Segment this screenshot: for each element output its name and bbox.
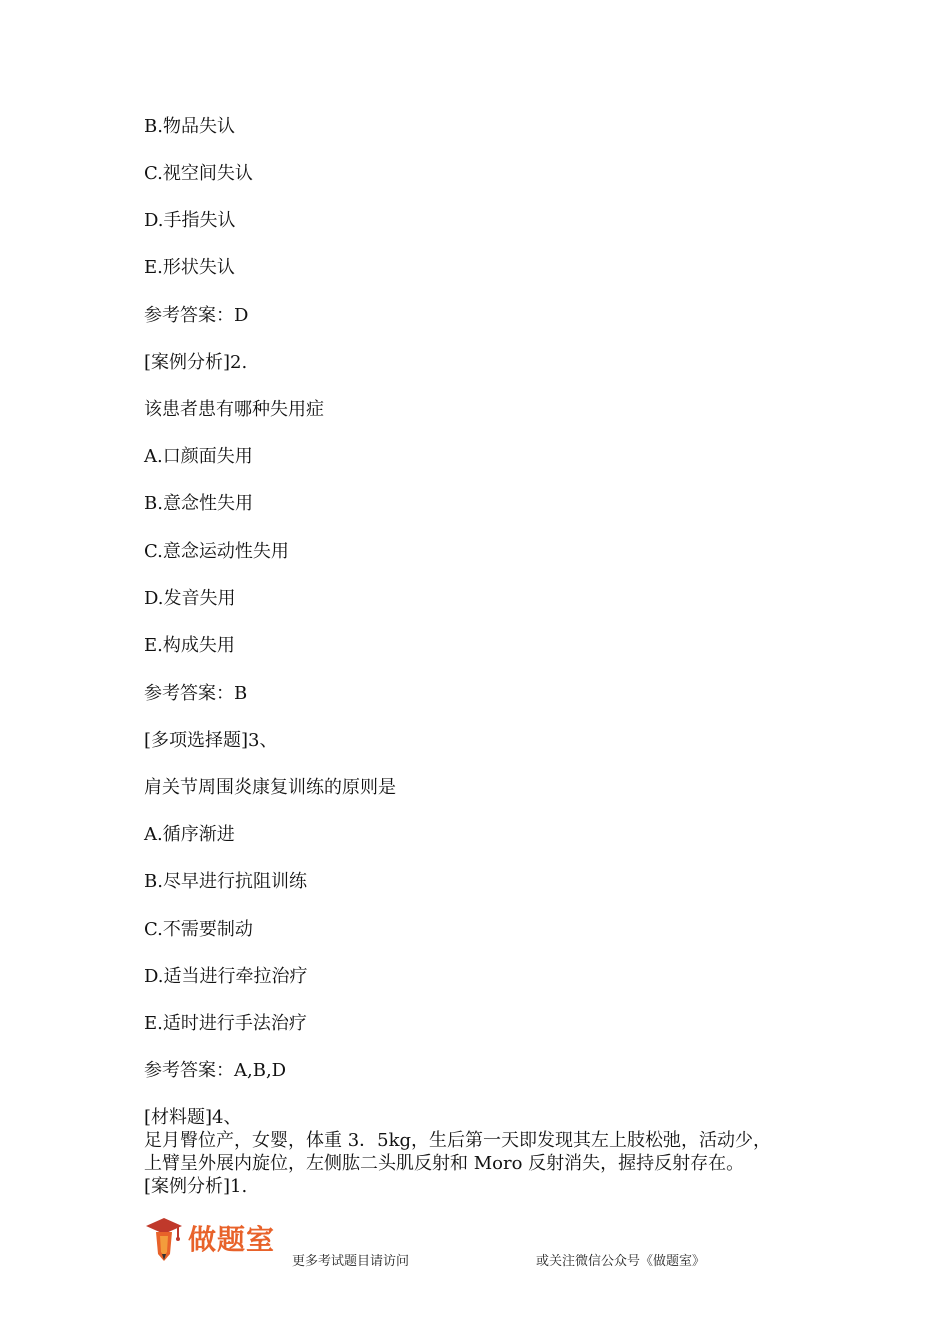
option-e-shape-agnosia: E.形状失认: [144, 257, 235, 278]
q2-option-d: D.发音失用: [144, 588, 236, 609]
logo-text: 做题室: [188, 1223, 276, 1256]
material-question-block: [144, 1106, 824, 1198]
graduation-cap-pencil-icon: [144, 1214, 184, 1262]
footer-visit-text: 更多考试题目请访问: [292, 1254, 410, 1269]
material-text-line-1: 足月臀位产，女婴，体重 3．5kg，生后第一天即发现其左上肢松弛，活动少，: [144, 1130, 772, 1151]
q2-option-b: B.意念性失用: [144, 493, 253, 514]
q3-option-b: B.尽早进行抗阻训练: [144, 871, 307, 892]
q3-option-e: E.适时进行手法治疗: [144, 1013, 307, 1034]
reference-answer-2: 参考答案：B: [144, 683, 248, 704]
material-heading: [材料题]4、: [144, 1107, 242, 1128]
case-analysis-1-label: [案例分析]1.: [144, 1176, 248, 1197]
question-2-stem: 该患者患有哪种失用症: [144, 399, 324, 420]
q2-option-a: A.口颜面失用: [144, 446, 253, 467]
multiple-choice-3-heading: [多项选择题]3、: [144, 730, 278, 751]
reference-answer-3: 参考答案：A,B,D: [144, 1060, 287, 1081]
option-d-finger-agnosia: D.手指失认: [144, 210, 236, 231]
reference-answer-1: 参考答案：D: [144, 305, 249, 326]
option-b-object-agnosia: B.物品失认: [144, 116, 235, 137]
question-3-stem: 肩关节周围炎康复训练的原则是: [144, 777, 396, 798]
footer-wechat-text: 或关注微信公众号《做题室》: [536, 1254, 706, 1269]
case-analysis-2-heading: [案例分析]2.: [144, 352, 248, 373]
option-c-visuospatial-agnosia: C.视空间失认: [144, 163, 253, 184]
q3-option-d: D.适当进行牵拉治疗: [144, 966, 308, 987]
q2-option-c: C.意念运动性失用: [144, 541, 289, 562]
site-logo: [144, 1214, 275, 1262]
material-text-line-2: 上臂呈外展内旋位，左侧肱二头肌反射和 Moro 反射消失，握持反射存在。: [144, 1153, 745, 1174]
q2-option-e: E.构成失用: [144, 635, 235, 656]
q3-option-a: A.循序渐进: [144, 824, 235, 845]
q3-option-c: C.不需要制动: [144, 919, 253, 940]
page-footer: [144, 1214, 844, 1274]
